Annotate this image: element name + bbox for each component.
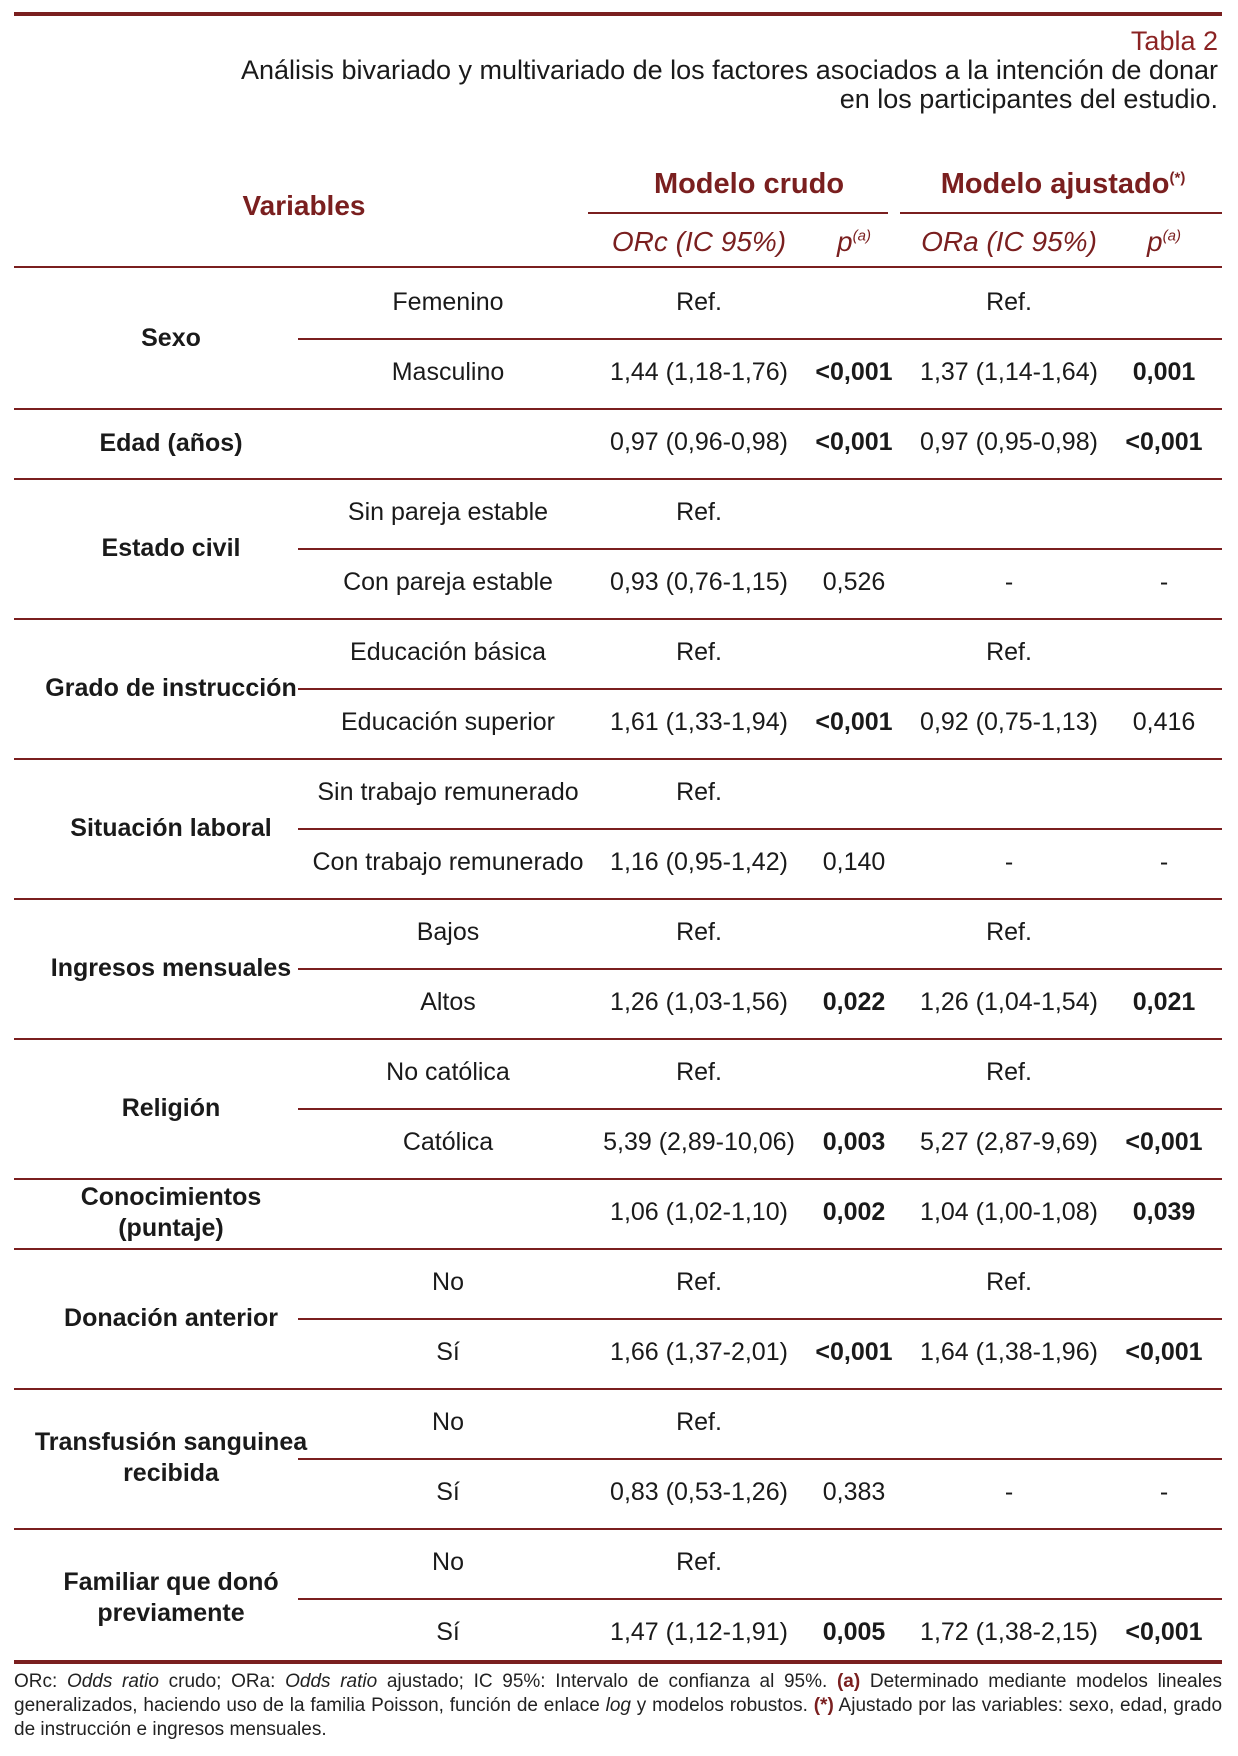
variable-label: Sexo <box>141 323 201 352</box>
table-cell-p2: <0,001 <box>1125 428 1203 456</box>
table-cell-category: Con pareja estable <box>343 568 553 596</box>
table-cell-p1: 0,022 <box>822 988 886 1016</box>
group-divider <box>14 408 1222 410</box>
table-cell-p2: - <box>1159 848 1169 876</box>
header-p-crude: $p^{(a)}$ <box>837 226 871 257</box>
table-cell-category: No católica <box>386 1058 510 1086</box>
bottom-rule <box>14 1660 1222 1664</box>
group-divider <box>14 758 1222 760</box>
variable-label: Transfusión sanguinea recibida <box>34 1428 308 1487</box>
table-cell-p2: 0,021 <box>1132 988 1196 1016</box>
table-cell-ora: Ref. <box>986 288 1032 316</box>
table-cell-ora: 1,26 (1,04-1,54) <box>920 988 1098 1016</box>
table-cell-p1: 0,002 <box>822 1198 886 1226</box>
adjusted-underline <box>900 212 1222 214</box>
header-ora: ORa (IC 95%) <box>921 226 1097 257</box>
table-cell-orc: Ref. <box>676 288 722 316</box>
table-cell-ora: - <box>1004 848 1014 876</box>
table-cell-category: Masculino <box>391 358 505 386</box>
row-divider <box>298 1318 1222 1320</box>
header-adjusted-mark: (*) <box>1169 169 1186 187</box>
table-cell-p1: 0,140 <box>822 848 886 876</box>
variable-label: Familiar que donó previamente <box>63 1568 279 1627</box>
table-cell-ora: Ref. <box>986 1268 1032 1296</box>
table-cell-ora: 0,92 (0,75-1,13) <box>920 708 1098 736</box>
table-cell-orc: 1,47 (1,12-1,91) <box>610 1618 788 1646</box>
row-divider <box>298 1598 1222 1600</box>
table-cell-orc: Ref. <box>676 1408 722 1436</box>
table-cell-orc: Ref. <box>676 1268 722 1296</box>
top-rule <box>14 12 1222 16</box>
table-cell-category: Femenino <box>392 288 504 316</box>
row-divider <box>298 968 1222 970</box>
table-cell-category: Católica <box>402 1128 494 1156</box>
table-cell-p1: 0,005 <box>822 1618 886 1646</box>
header-bottom-rule <box>14 266 1222 268</box>
table-cell-orc: 0,93 (0,76-1,15) <box>610 568 788 596</box>
table-cell-ora: - <box>1004 1478 1014 1506</box>
group-divider <box>14 1248 1222 1250</box>
group-divider <box>14 1038 1222 1040</box>
table-cell-category: Sin trabajo remunerado <box>317 778 579 806</box>
table-cell-orc: 1,61 (1,33-1,94) <box>610 708 788 736</box>
table-cell-category: Sí <box>436 1618 460 1646</box>
caption-line-2: en los participantes del estudio. <box>839 84 1218 114</box>
header-p-adjusted: $p^{(a)}$ <box>1147 226 1181 257</box>
footnote: ORc: Odds ratio crudo; ORa: Odds ratio ajustado; IC 95%: Intervalo de confianza al 95%. (a) Determinado mediante modelos lineales generalizados, haciendo uso de la familia Poisson, función de enlace log y modelos robustos. (*) Ajustado por las variables: sexo, edad, grado de instrucción e ingresos mensuales. <box>14 1671 1223 1740</box>
table-cell-ora: 1,72 (1,38-2,15) <box>920 1618 1098 1646</box>
table-cell-ora: 1,04 (1,00-1,08) <box>920 1198 1098 1226</box>
table-cell-ora: 5,27 (2,87-9,69) <box>920 1128 1098 1156</box>
table-label: Tabla 2 <box>1130 26 1218 56</box>
variable-label: Donación anterior <box>64 1303 278 1332</box>
crude-underline <box>588 212 888 214</box>
variable-label: Edad (años) <box>99 428 243 457</box>
table-cell-p1: <0,001 <box>815 358 893 386</box>
group-divider <box>14 1388 1222 1390</box>
table-cell-orc: Ref. <box>676 498 722 526</box>
header-adjusted-model <box>904 168 1222 201</box>
header-crude-model: Modelo crudo <box>653 168 845 200</box>
table-cell-category: Educación superior <box>340 708 555 736</box>
table-cell-orc: 1,44 (1,18-1,76) <box>610 358 788 386</box>
table-cell-ora: Ref. <box>986 1058 1032 1086</box>
caption-line-1: Análisis bivariado y multivariado de los factores asociados a la intención de donar <box>240 55 1218 85</box>
table-cell-orc: 1,16 (0,95-1,42) <box>610 848 788 876</box>
table-cell-category: Bajos <box>416 918 480 946</box>
table-cell-category: Altos <box>420 988 476 1016</box>
table-cell-p2: - <box>1159 568 1169 596</box>
table-cell-p2: <0,001 <box>1125 1338 1203 1366</box>
table-cell-ora: Ref. <box>986 918 1032 946</box>
table-cell-p2: <0,001 <box>1125 1128 1203 1156</box>
table-cell-p1: <0,001 <box>815 708 893 736</box>
row-divider <box>298 828 1222 830</box>
variable-label: Ingresos mensuales <box>50 953 292 982</box>
table-cell-p1: 0,383 <box>822 1478 886 1506</box>
table-cell-orc: 1,66 (1,37-2,01) <box>610 1338 788 1366</box>
variable-label: Conocimientos (puntaje) <box>80 1183 262 1242</box>
row-divider <box>298 688 1222 690</box>
table-cell-category: No <box>432 1548 464 1576</box>
table-cell-p2: 0,001 <box>1132 358 1196 386</box>
table-cell-orc: Ref. <box>676 1548 722 1576</box>
table-cell-orc: 0,97 (0,96-0,98) <box>610 428 788 456</box>
row-divider <box>298 1108 1222 1110</box>
table-cell-p2: 0,416 <box>1132 708 1196 736</box>
table-cell-orc: Ref. <box>676 778 722 806</box>
table-cell-category: Sí <box>436 1338 460 1366</box>
row-divider <box>298 548 1222 550</box>
table-cell-ora: 1,37 (1,14-1,64) <box>920 358 1098 386</box>
table-cell-orc: 1,06 (1,02-1,10) <box>610 1198 788 1226</box>
table-cell-category: Con trabajo remunerado <box>312 848 584 876</box>
group-divider <box>14 898 1222 900</box>
variable-label: Religión <box>121 1093 221 1122</box>
header-adjusted-text: Modelo ajustado <box>940 168 1170 200</box>
table-cell-p1: <0,001 <box>815 1338 893 1366</box>
table-cell-orc: 5,39 (2,89-10,06) <box>603 1128 795 1156</box>
table-cell-ora: 1,64 (1,38-1,96) <box>920 1338 1098 1366</box>
table-cell-p2: - <box>1159 1478 1169 1506</box>
table-cell-p1: <0,001 <box>815 428 893 456</box>
table-cell-p2: <0,001 <box>1125 1618 1203 1646</box>
table-cell-orc: 0,83 (0,53-1,26) <box>610 1478 788 1506</box>
group-divider <box>14 1528 1222 1530</box>
table-cell-category: No <box>432 1408 464 1436</box>
group-divider <box>14 478 1222 480</box>
table-caption <box>118 56 1218 114</box>
row-divider <box>298 1458 1222 1460</box>
variable-label: Estado civil <box>101 533 241 562</box>
table-cell-category: No <box>432 1268 464 1296</box>
row-divider <box>298 338 1222 340</box>
table-cell-p2: 0,039 <box>1132 1198 1196 1226</box>
table-cell-ora: 0,97 (0,95-0,98) <box>920 428 1098 456</box>
header-variables: Variables <box>242 190 366 221</box>
group-divider <box>14 618 1222 620</box>
table-cell-p1: 0,526 <box>822 568 886 596</box>
variable-label: Situación laboral <box>70 813 272 842</box>
table-cell-category: Sí <box>436 1478 460 1506</box>
variable-label: Grado de instrucción <box>45 673 297 702</box>
table-cell-ora: Ref. <box>986 638 1032 666</box>
header-orc: ORc (IC 95%) <box>611 226 787 257</box>
table-cell-p1: 0,003 <box>822 1128 886 1156</box>
table-cell-orc: Ref. <box>676 918 722 946</box>
group-divider <box>14 1178 1222 1180</box>
table-cell-category: Educación básica <box>350 638 546 666</box>
table-cell-orc: Ref. <box>676 638 722 666</box>
table-cell-ora: - <box>1004 568 1014 596</box>
table-cell-category: Sin pareja estable <box>347 498 549 526</box>
table-cell-orc: Ref. <box>676 1058 722 1086</box>
table-cell-orc: 1,26 (1,03-1,56) <box>610 988 788 1016</box>
